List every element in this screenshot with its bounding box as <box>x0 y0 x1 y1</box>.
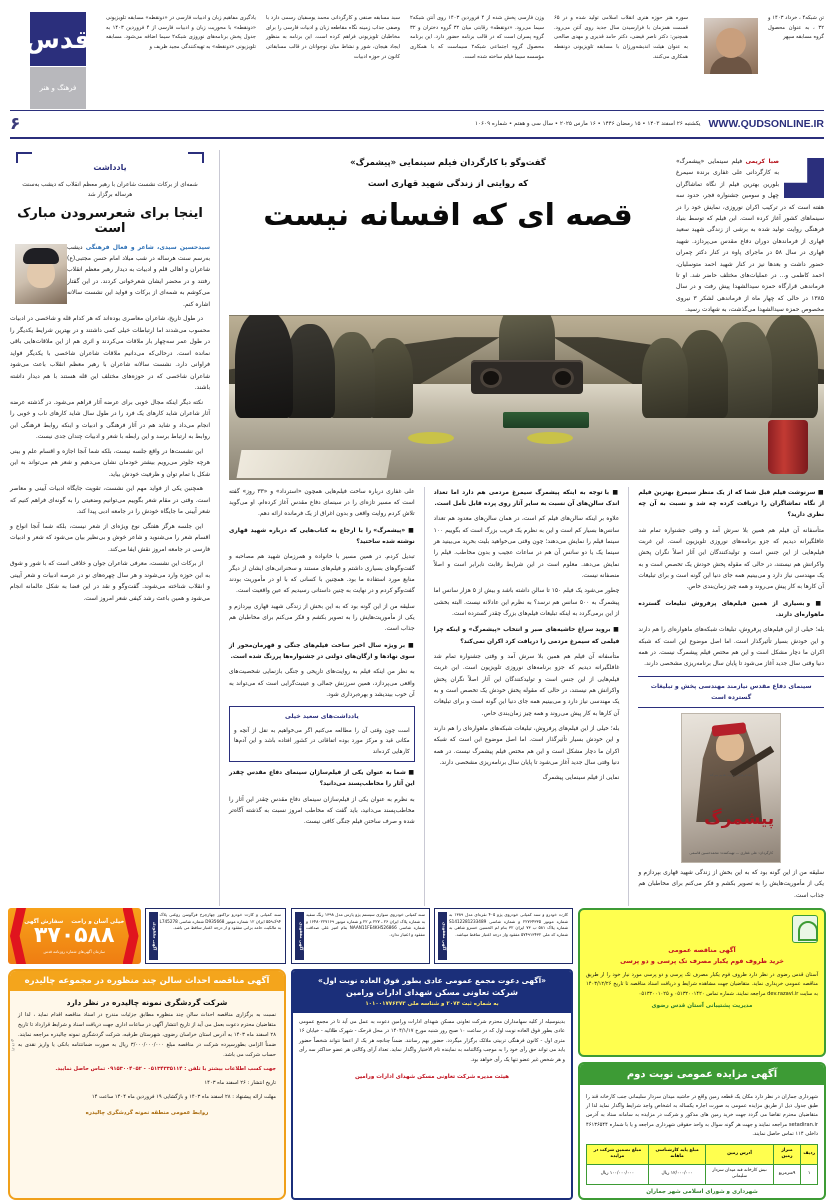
article-paragraph: علاوه بر اینکه سالن‌های فیلم کم است، در همان سالن‌های معدود هم تعداد سانس‌ها بسیار کم است و این به نظرم یک فریب بزرگ است که بگوییم ۱۰۰ سینما فیلم را نمایش می‌دهند؛ چون وقتی می‌خواهید بلیت بخرید می‌بینید هر سینما یک یا دو سانس آن هم در ساعات عجیب و بدون مخاطب. فیلم را نمایش می‌دهد. معلوم است در این شرایط رقابت نابرابر است و اصلاً منصفانه نیست. <box>433 516 620 580</box>
article-column-2 <box>434 487 620 906</box>
drop-cap-icon <box>784 158 824 198</box>
website-url[interactable]: WWW.QUDSONLINE.IR <box>708 118 824 130</box>
ad-hall-line-3: مهلت ارائه پیشنهاد : ۲۸ اسفند ماه ۱۴۰۳ و بازگشایی ۱۹ فروردین ماه ۱۴۰۴ ساعت ۱۴ <box>91 1093 276 1100</box>
ad-assembly-body: بدینوسیله از کلیه سهامداران محترم شرکت تعاونی مسکن شهدای ادارات ورامین دعوت به عمل می آید تا در مجمع عمومی عادی بطور فوق العاده نوبت اول که در ساعت ۱۰ صبح روز شنبه مورخ ۱۴۰۴/۱/۱۷ در محل فرحک - شهرک طلائیه - خیابان ۱۶ متری اول - کانون فرهنگی تربیتی ملائک برگزار میگردد. حضور بهم رسانند. ضمناً چنانچه هر یک از اعضا نتواند شخصاً حضور یابد می تواند حق رأی خود را به موجب وکالتنامه به نماینده تام الاختیار واگذار نماید. تعداد آرای وکالتی هر عضو حداکثر سه رأی و هر شخص غیر عضو تنها یک رأی خواهد بود. <box>299 1018 565 1063</box>
col-header-base-price: مبلغ پایه کارشناسی ماهانه <box>648 1144 706 1164</box>
page-number: ۶ <box>10 114 21 134</box>
article-kicker-line1: گفت‌وگو با کارگردان فیلم سینمایی «پیشمرگ» <box>350 158 546 168</box>
issue-date-line: یکشنبه ۲۶ اسفند ۱۴۰۳ • ۱۵ رمضان ۱۴۴۶ • ۱۶ مارس ۲۰۲۵ • سال سی و هفتم • شماره ۱۰۶۰۹ <box>475 121 701 127</box>
note-kicker-wrap <box>10 150 210 177</box>
ad-column-mid <box>291 908 573 1200</box>
article-headline: قصه ای که افسانه نیست <box>263 197 633 233</box>
note-paragraph: در طول تاریخ، شاعران معاصری بوده‌اند که هر کدام قله و شاخصی در ادبیات محسوب می‌شدند اما ارتباطات خیلی کمی داشتند و در بهترین شرایط یکدیگر را در طول عمر سه‌چهار بار ملاقات می‌کردند و اثری هم از این ملاقات‌هایی باقی نمانده است. درحالی‌که می‌دانیم ملاقات شاعران شاخصی با یکدیگر فواید فراوانی دارد. نشست سالانه شاعران با رهبر معظم انقلاب باعث می‌شود شاعران شاخصی که در حوزه‌های مختلف این قله هستند با هم دیدار داشته باشند. <box>10 315 210 392</box>
quds-logo-icon: قدس <box>30 12 86 66</box>
article-paragraph: بله؛ خیلی از این فیلم‌های پرفروش، تبلیغات شبکه‌های ماهواره‌ای را هم دارند و این خودش بسیار تأثیرگذار است. اما اصل موضوع این است که شبکه اکران ما دچار مشکل است و این هم مختص فیلم پیشمرگ نیست. در همه دنیا وقتی سال جدید آغاز می‌شود تا پایان سال برنامه‌ریزی مشخصی دارند. <box>638 627 825 668</box>
ad-general-assembly <box>291 969 573 1200</box>
note-author-portrait <box>15 244 67 304</box>
note-body <box>10 313 210 607</box>
article-paragraph: به نظرم به عنوان یکی از فیلم‌سازان سینمای دفاع مقدس چقدر این آثار را مخاطب‌پسند می‌دانید، باید گفت که مخاطب امروز نسبت به گذشته آگاه‌تر شده و صرف ساختن فیلم جنگی کافی نیست. <box>229 796 415 826</box>
ad-hall-tender <box>8 969 286 1200</box>
article-paragraph: بله؛ خیلی از این فیلم‌های پرفروش، تبلیغات شبکه‌های ماهواره‌ای را هم دارند و این خودش بسیار تأثیرگذار است. اما اصل موضوع این است که شبکه اکران ما دچار مشکل است و این هم مختص فیلم پیشمرگ نیست. در همه دنیا وقتی سال جدید آغاز می‌شود تا پایان سال برنامه‌ریزی مشخصی دارند. <box>433 726 620 766</box>
article-question: ■ و بسیاری از همین فیلم‌های پرفروش تبلیغات گسترده ماهواره‌ای دارند. <box>638 598 824 622</box>
badge-line-right: سفارش آگهی <box>24 918 64 925</box>
ad-foam-body: آستان قدس رضوی در نظر دارد ظروف فوم یکبار مصرف تک پرسی و دو پرسی مورد نیاز خود را از طریق مناقصه عمومی خریداری نماید. متقاضیان جهت مشاهده شرایط و دریافت اسناد مناقصه تا تاریخ ۱۴۰۳/۱۲/۲۶ به سایت dev.razavi.ir مراجعه نمایند. شماره تماس ۰۵۱۳۲۰۰۱۴۲۰ و ۰۵۱۳۲۰۰۱۰۲۵ <box>586 971 818 997</box>
article-question: ■ سرنوشت فیلم قبل شما که از یک منظر سیمرغ بهترین فیلم از نگاه تماشاگران را دریافت کرده چه شد و نسبت به آن چه نظری دارید؟ <box>638 487 824 522</box>
carryover-col-3: وزن فارسی پخش شده از ۴ فروردین ۱۴۰۳ روی آنتن شبکه۲ سیما می‌رود. «دونقطه» رقابتی میان ۳۲ گروه دختران و ۳۲ گروه پسران است که در قالب برنامه حضور دارد. این برنامه محصول گروه اجتماعی شبکه۲ سیماست که با همکاری مؤسسه سیما فیلم ساخته شده است. <box>410 15 544 60</box>
table-header-row <box>587 1144 818 1164</box>
article-photo <box>229 315 824 479</box>
article-paragraph: علی غفاری درباره ساخت فیلم‌هایی همچون «استرداد» و «۳۳ روز» گفته است که مسیر تازه‌ای را در سینمای دفاع مقدس آغاز کرده‌ام. او می‌گوید تلاش کردم روایت واقعی و بدون اغراق از یک فرمانده ارائه دهم. <box>229 488 415 518</box>
ad-hall-footer: روابط عمومی منطقه نمونه گردشگری چالیدره <box>85 1109 209 1116</box>
article-paragraph: متأسفانه آن فیلم هم همین بلا سرش آمد و وقتی جشنواره تمام شد غافلگیرانه دیدیم که جزو برنامه‌های نوروزی تلویزیون است. این غربت فیلم‌هایی از این جنس است و تولیدکنندگان این آثار اصلاً نگران پخش واکرانش هم نیستند، در حالی که مقوله پخش خودش یک تخصص است و به یک مهندسی نیاز دارد و می‌بینیم همه جای دنیا این گونه است و برای تبلیغات آن کارها به کار پیش می‌روند و همه چیز زمان‌بندی خاص. <box>433 654 620 717</box>
inset-box-title: یادداشت‌های سعید خیلی <box>284 713 359 721</box>
mini-ad-tab: آگهی مفقودی <box>438 912 447 960</box>
ad-hall-body: نسبت به برگزاری مناقصه احداث سالن چند منظوره مطابق جزئیات مندرج در اسناد مناقصه اقدام نماید ، لذا از متقاضیان محترم دعوت بعمل می آید از تاریخ انتشار آگهی در ساعات اداری جهت دریافت اسناد و شرایط قرارداد تا تاریخ ۲۸ اسفند ماه ۱۴۰۳ به آدرس استان خراسان رضوی، شهرستان طرقبه، شرکت گردشگری نمونه چالیدره مراجعه نمایند. ضمناً الزامی بطورسپرده شرکت در مناقصه مبلغ ۳/۰۰۰/۰۰۰/۰۰۰ ریال به صورت ضمانتنامه بانکی یا واریز نقدی به حساب شرکت می باشد. <box>18 1012 276 1058</box>
article-column-1 <box>229 487 415 906</box>
ad-assembly-head-2: شرکت تعاونی مسکن شهدای ادارات ورامین <box>346 988 518 997</box>
ad-foam-head-1: آگهی مناقصه عمومی <box>668 946 736 954</box>
inset-box-text: است چون وقتی آن را مطالعه می‌کنیم اگر می‌خواهیم به نقل از آنچه و مکانی قید و مرکز مورد بوده اتفاقاتی در کشور افتاده باشد و این آدم‌ها کارهایی کرده‌اند <box>234 727 410 755</box>
article-kicker-line2: که روایتی از زندگی شهید قهاری است <box>367 178 529 189</box>
classified-ads-area <box>0 908 834 1200</box>
article-question: ■ شما به عنوان یکی از فیلم‌سازان سینمای دفاع مقدس چقدر این آثار را مخاطب‌پسند می‌دانید؟ <box>229 767 415 791</box>
article-question: ■ «پیشمرگ» را با ارجاع به کتاب‌هایی که درباره شهید قهاری نوشته شده ساختید؟ <box>229 525 415 549</box>
mini-ad-lost-document <box>145 908 287 964</box>
main-content <box>0 150 834 906</box>
mini-ad-text: سند کمپانی خودروی سواری سیستم پژو پارس مدل ۱۳۹۸ رنگ سفید به شماره پلاک ایران ۲۶ ـ ۲۲۷ م ۲۲ و شماره موتور ۱۶۴۸۰۲۲۷۱۶۹ و شماره شاسی NAAN11FE4KH526866 بنام امیر علی صداقت مفقود و اعتبار ندارد. <box>306 912 426 938</box>
col-header-deposit: مبلغ تضمین شرکت در مزایده <box>587 1144 649 1164</box>
article-inset-box <box>229 706 415 762</box>
article-column-3 <box>638 487 824 906</box>
ad-hall-subhead: شرکت گردشگری نمونه چالیدره در نظر دارد <box>66 998 228 1007</box>
mini-ad-lost-document <box>434 908 573 964</box>
ad-assembly-head-3: به شماره ثبت ۲۰۷۴ و شناسه ملی ۱۰۱۰۰۱۷۷۶۳۷۳ <box>365 1000 499 1007</box>
photo-figure <box>642 338 688 418</box>
ad-auction-table <box>586 1144 818 1185</box>
carryover-col-1: تن شبکه۴ ، خرداد ۱۴۰۳ و ۳۲ ، به عنوان محصول گروه مسابقه سپهر <box>768 15 824 41</box>
ad-land-auction <box>578 1062 826 1200</box>
ad-foam-tender <box>578 908 826 1057</box>
article-paragraph: به نظر من اینکه فیلم به روایت‌های تاریخی و جنگی بازنمایی شخصیت‌های واقعی می‌پردازد، همین سرزنش جمالی و عینیت‌گرایی است که می‌تواند به آن خوب بیندیشد و بهره‌برداری شود. <box>229 669 415 699</box>
note-title: اینجا برای شعرسرودن مبارک است <box>17 205 203 236</box>
ad-hall-line-2: تاریخ انتشار : ۲۶ اسفند ماه ۱۴۰۳ <box>204 1079 276 1086</box>
ad-foam-seal <box>792 915 818 943</box>
mini-ad-tab: آگهی مفقودی <box>149 912 158 960</box>
article-question: ■ بر ویژه سال اخیر ساخت فیلم‌های جنگی و قهرمان‌محور از سوی نهادها و ارگان‌های دولتی در جشنواره‌ها پررنگ شده است. <box>229 640 415 664</box>
note-lead-wrap <box>10 242 210 310</box>
cell-row-no: ۱ <box>801 1164 818 1184</box>
note-sidebar <box>10 150 210 906</box>
ad-column-left <box>578 908 826 1200</box>
carryover-col-4: سبد مسابقه صنفی و کارگردانی محمد یوسفیان رسمی دارد با وصفی جذاب زمینه نگاه مقاطعه زبان و ادبیات فارسی را برای مخاطبان تلویزیونی فراهم کرده است. این برنامه به منظور ایجاد هیجان، شور و نشاط میان نوجوانان در قالب مسابقاتی کانون در حوزه ادبیات <box>266 15 400 60</box>
headline-block <box>229 150 667 315</box>
ad-assembly-footer: هیئت مدیره شرکت تعاونی مسکن شهدای ادارات ورامین <box>354 1074 510 1081</box>
ad-assembly-head <box>293 971 571 1013</box>
poster-credits-top: بنیاد فرهنگی روایت تقدیم می‌کند <box>709 773 753 778</box>
article-paragraph: چطور می‌شود یک فیلم ۱۵۰ تا سالن داشته باشد و بیش از ۵ هزار سانس اما پیشمرگ به ۵۰۰ سانس هم نرسد؟ به نظرم این عادلانه نیست. البته بخشی از این برمی‌گردد به اینکه تبلیغات فیلم‌های بزرگ چقدر گسترده است. <box>433 588 620 618</box>
photo-radio-cassette <box>471 360 583 394</box>
article-paragraph: سلیقه من از این گونه بود که به این بخش از زندگی شهید قهاری بپردازم و یکی از مأموریت‌هایش را به تصویر بکشم و فکر می‌کنم برای مخاطبان هم جذاب است. <box>229 603 415 633</box>
cell-address: نبش کارخانه قند میدان سردار سلیمانی <box>706 1164 773 1184</box>
badge-line-left: خیلی آسان و راحت <box>71 918 125 925</box>
cell-deposit: ۱۰۰/۰۰۰/۰۰۰ ریال <box>587 1164 649 1184</box>
note-paragraph: از برکات این نشست، معرفی شاعران جوان و خلاقی است که با شور و شوق به این حوزه وارد می‌شوند و هر سال چهره‌های نو در عرصه ادبیات و شعر آیینی و انقلاب شناخته می‌شوند. گفت‌وگو و نقد در این فضا به شکل عالمانه انجام می‌شود و همین باعث رشد کیفی شعر امروز است. <box>10 560 210 602</box>
poster-title: پیشمرگ <box>704 809 775 830</box>
chevron-right-icon <box>123 908 139 964</box>
ad-column-right <box>8 908 286 1200</box>
photo-plate <box>527 432 573 444</box>
article-pullquote: سینمای دفاع مقدس نیازمند مهندسی پخش و تبلیغات گسترده است <box>638 676 824 708</box>
photo-papers <box>237 450 392 478</box>
table-row <box>587 1164 818 1184</box>
poster-credits-bottom: کارگردان: علی غفاری — تهیه‌کننده: محمدحسین قاسمی <box>689 850 774 855</box>
photo-red-cup <box>768 420 808 474</box>
carryover-col-2: سوره هنر حوزه هنری انقلاب اسلامی تولید شده و در ۶۵ قسمت همزمان با فرارسیدن سال جدید روی آنتن می‌رود. همچنین: دکتر ناصر فیضی، دکتر حامد قدیری و مهدی صالحی به عنوان هیئت اندیشه‌ورزان با مسابقه تلویزیونی دونقطه همکاری می‌کنند. <box>554 15 688 60</box>
carryover-col-logo-text: یادگیری مفاهیم زبان و ادبیات فارسی در «دونقطه» مسابقه تلویزیونی «دونقطه» با محوریت زبان و ادبیات فارسی از ۴ فروردین ۱۴۰۳ به جدول پخش برنامه‌های نوروزی شبکه۲ سیما اضافه می‌شود. مسابقه تلویزیونی «دونقطه» به تهیه‌کنندگی مجید ظریف و <box>106 15 257 50</box>
note-paragraph: این جلسه هرگز هفتگی نوع ویژه‌ای از شعر نیست، بلکه شما آنجا انواع و اقسام شعر را می‌شنوید و شاعر خوش و بی‌نظیر بیان می‌شود که شعر و ادبیات فارسی در جامعه امروز نقش ایفا می‌کند. <box>10 522 210 553</box>
main-article <box>229 150 824 906</box>
bracket-right-icon <box>188 152 204 163</box>
column-divider <box>424 487 425 906</box>
mini-ads-row-right <box>8 908 286 964</box>
carryover-columns <box>106 8 824 74</box>
ad-foam-footer: مدیریت پشتیبانی آستان قدس رضوی <box>651 1003 753 1010</box>
note-paragraph: این نشست‌ها در واقع جلسه نیست، بلکه شما آنجا اجازه و اقسام علم و بینی هرچه جلوتر می‌رویم بیشتر خودمان نشان می‌دهیم و شعر هم می‌تواند به این شکل با تمام توان و ظرفیت خودش بیاید. <box>10 447 210 478</box>
ad-foam-head-2: خرید ظروف فوم یکبار مصرف تک پرسی و دو پرسی <box>620 956 784 965</box>
ad-auction-body: شهرداری جماران در نظر دارد مکان یک قطعه زمین واقع در حاشیه میدان سردار سلیمانی جنب کارخانه قند را طبق جدول ذیل از طریق مزایده عمومی به صورت اجاره یکساله به اشخاص واجد شرایط واگذار نماید لذا از متقاضیان محترم تقاضا می گردد جهت خرید زمین های مذکور و شرکت در مزایده به سامانه ستاد به آدرس setadiran.ir مراجعه نمایند و جهت هر گونه سوال به واحد حقوقی شهرداری مراجعه و یا با شماره ۴۶۱۳۶۵۴۴ داخلی ۱۱۴ تماس حاصل نمایند. <box>586 1093 818 1138</box>
ad-auction-footer: شهرداری و شورای اسلامی شهر جماران <box>646 1189 758 1196</box>
ad-order-badge[interactable] <box>8 908 141 964</box>
mini-ads-row-mid <box>291 908 573 964</box>
cell-area: ۹مترمربع <box>773 1164 801 1184</box>
column-divider <box>219 150 220 906</box>
article-byline: صبا کریمی <box>745 158 779 165</box>
article-lead-column <box>676 150 824 315</box>
note-paragraph: نکته دیگر اینکه مجال خوبی برای عرضه آثار فراهم می‌شود. در گذشته عرضه آثار شاعران شاید کارهای یک فرد را در طول سال شاید کارهای ناب و خوبی را انجام می‌داد و شاید هم در آثار فرهنگی و ادبیات و اینکه روابط فرهنگی این روابط به ارتباط برسد و این رابطه با شعر و ادبیات چندان جدی نیست. <box>10 398 210 441</box>
ad-hall-head: آگهی مناقصه احداث سالن چند منظوره در مجموعه چالیدره <box>10 971 284 991</box>
ad-code-vertical: /۱۴۰۳ ق <box>11 1039 15 1052</box>
ad-hall-line-1 <box>10 1065 284 1079</box>
photo-figure <box>329 332 375 418</box>
article-paragraph: تبدیل کردم. در همین مسیر با خانواده و همرزمان شهید هم مصاحبه و گفت‌وگوهای بسیاری داشتم و فیلم‌های مستند و سخنرانی‌های ایشان از دیگر منابع مورد استفاده ما بود. همچنین با کسانی که با او در مأموریت بودند گفت‌وگو کردم و در نهایت به چنین داستانی رسیدیم که عین واقعیت است. <box>229 554 415 595</box>
ad-hall-contact: جهت کسب اطلاعات بیشتر با تلفن : ۰۵۱۳۴۳۳۵۱۱۴ - ۰۹۱۵۳۰۰۴۰۵۲ تماس حاصل نمایید. <box>55 1065 276 1072</box>
col-header-row-no: ردیف <box>801 1144 818 1164</box>
masthead-rule-bottom <box>10 137 824 139</box>
mini-ad-lost-document <box>291 908 430 964</box>
note-lead-text: دیشب به‌رسم سنت هرساله در شب میلاد امام حسن مجتبی(ع) شاعران و اهالی قلم و ادبیات به دیدار رهبر معظم انقلاب رفتند و در محضر ایشان شعرخوانی کردند. در این گفتار می‌کوشم به شمه‌ای از برکات و فواید این نشست سالانه اشاره کنم. <box>67 243 210 308</box>
badge-footer: سازمان آگهی‌های شماره روزنامه قدس <box>43 948 105 954</box>
note-author-name: سیدحسین سیدی، شاعر و فعال فرهنگی <box>85 243 210 251</box>
movie-poster <box>681 713 781 863</box>
ad-order-phone: ۳۷۰۵۸۸ <box>33 922 115 948</box>
masthead-logo-block <box>10 8 106 109</box>
note-paragraph: همچنین یکی از فواید مهم این نشست، تقویت جایگاه ادبیات آیینی و معاصر است. وقتی در مقام شعر بگوییم می‌توانیم وضعیتی را به گونه‌ای فراهم کنیم که شعر آیینی ما جایگاه خودش را در جامعه ادبی پیدا کند. <box>10 485 210 516</box>
section-label: فرهنگ و هنر <box>30 67 86 109</box>
article-question: ■ بروید سراغ حاشیه‌های صبر و انتخاب «پیشمرگ» و اینکه چرا فیلمی که سیمرغ مردمی را دریافت کرد اکران نمی‌کند؟ <box>434 624 620 648</box>
col-header-area: متراژ زمین <box>773 1144 801 1164</box>
note-subtitle: شمه‌ای از برکات نشست شاعران با رهبر معظم انقلاب که دیشب به‌سنت هرساله برگزار شد <box>22 182 198 198</box>
masthead-bar <box>0 110 834 144</box>
carryover-portrait-photo <box>704 18 758 74</box>
article-text-columns <box>229 487 824 906</box>
photo-book <box>503 412 589 428</box>
mini-ad-text: کارت خودرو و سند کمپانی خودروی پژو ۴۰۵ نقره‌ای مدل ۱۳۸۹ به شماره موتور ۲۲۷۶۴۳۳۵ و شماره شاسی S1412281233489 شماره پلاک ۵۸۱ ب ۷۳ ایران ۳۲ بنام لم الحسین خسرو شاهی به شماره کد ملی ۵۷۴۹۱۳۴۳۲ مفقود واز درجه اعتبار ساقط میباشد. <box>449 912 569 938</box>
bracket-left-icon <box>16 152 32 163</box>
cell-base-price: ۱۲/۰۰۰/۰۰۰ ریال <box>648 1164 706 1184</box>
article-lead-text: فیلم سینمایی «پیشمرگ» به کارگردانی علی غفاری برنده سیمرغ بلورین بهترین فیلم از نگاه تماشاگران چهل و سومین جشنواره فجر، حدود سه هفته است که در ترکیب اکران نوروزی، نمایش خود را در سینماهای کشور آغاز کرده است. این فیلم که توسط بنیاد فرهنگی روایت تولید شده به برشی از زندگی شهید سعید قهاری از فرماندهان دوران دفاع مقدس می‌پردازد. شهید قهاری در سال ۵۸ در ماجرای پاوه در کنار دکتر چمران حضور داشت و بعدها نیز در کنار شهید احمد متوسلیان، احمد کاظمی و... در عملیات‌های مختلف حاضر شد. او تا فرماندهی قرارگاه حمزه سیدالشهدا پیش رفت و در سال ۱۳۸۵ در حالی که چهار ماه از فرماندهی لشکر ۳ نیروی مخصوص حمزه سیدالشهدا می‌گذشت، به شهادت رسید. <box>676 158 825 314</box>
mini-ad-text: سند کمپانی و کارت خودرو تراکتور چهارچرخ فرگوسن روغنی پلاک ۹۴ک۵۵۹ ایران ۱۲ شماره موتور D935668 شماره شاسی L745278 به مالکیت حامد برانی مفقود و از درجه اعتبار ساقط می باشد. <box>159 912 281 931</box>
ad-assembly-head-1: «آگهی دعوت مجمع عمومی عادی بطور فوق العاده نوبت اول» <box>317 976 546 985</box>
ad-auction-head: آگهی مزایده عمومی نوبت دوم <box>580 1064 824 1085</box>
headline-zone <box>229 150 824 315</box>
article-paragraph: متأسفانه آن فیلم هم همین بلا سرش آمد و وقتی جشنواره تمام شد غافلگیرانه دیدیم که جزو برنامه‌های نوروزی تلویزیون است. این غربت فیلم‌هایی از این جنس است و تولیدکنندگان این آثار اصلاً نگران پخش واکرانش هم نیستند، در حالی که مقوله پخش خودش یک تخصص است و به یک مهندسی نیاز دارد و می‌بینیم همه جای دنیا این گونه است و برای تبلیغات آن کارها به کار پیش می‌روند و همه چیز زمان‌بندی خاص. <box>638 527 825 591</box>
photo-plate <box>408 432 454 444</box>
chevron-left-icon <box>10 908 26 964</box>
column-divider <box>628 487 629 906</box>
photo-figure <box>369 338 413 418</box>
mini-ad-tab: آگهی مفقودی <box>295 912 304 960</box>
carryover-strip <box>0 0 834 104</box>
photo-caption: نمایی از فیلم سینمایی پیشمرگ <box>542 775 620 782</box>
note-kicker: یادداشت <box>93 163 127 172</box>
article-paragraph: سلیقه من از این گونه بود که به این بخش از زندگی شهید قهاری بپردازم و یکی از مأموریت‌هایش را به تصویر بکشم و فکر می‌کنم برای مخاطبان هم جذاب است. <box>638 870 825 899</box>
col-header-address: آدرس زمین <box>706 1144 773 1164</box>
article-question: ■ با توجه به اینکه پیشمرگ سیمرغ مردمی هم دارد اما تعداد اندک سالن‌های آن نسبت به سایر آثار روی پرده قابل تأمل است. <box>434 487 620 511</box>
photo-figure <box>235 315 293 417</box>
